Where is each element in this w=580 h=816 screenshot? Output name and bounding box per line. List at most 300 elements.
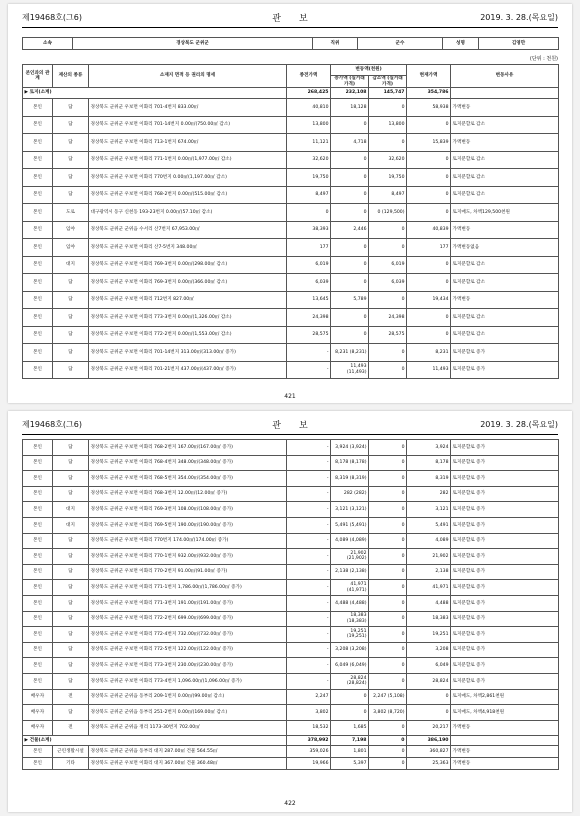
- rows-page2-buildings: [23, 746, 559, 770]
- cell-reason: 토지분할로 증가: [451, 595, 559, 611]
- table-row: [23, 580, 559, 596]
- cell-rel: 본인: [23, 169, 53, 187]
- cell-type: 답: [53, 99, 89, 117]
- cell-prev: -: [287, 611, 331, 627]
- subtotal-decrease: 145,747: [369, 88, 407, 99]
- cell-desc: 경상북도 군위군 우보면 이화리 대지 367.00㎡ 건물 360.48㎡: [89, 758, 287, 770]
- cell-prev: 38,393: [287, 221, 331, 239]
- subtotal-reason: [451, 736, 559, 746]
- cell-reason: 토지매도, 차액129,500천원: [451, 204, 559, 222]
- cell-desc: 경상북도 군위군 우보면 이화리 769-5번지 190.00㎡(190.00㎡ 증가): [89, 517, 287, 533]
- table-row: [23, 361, 559, 379]
- cell-inc: 0: [331, 274, 369, 292]
- position-value: 군수: [358, 38, 443, 50]
- cell-inc: 3,924 (3,924): [331, 440, 369, 456]
- cell-inc: 41,971 (41,971): [331, 580, 369, 596]
- cell-prev: 359,026: [287, 746, 331, 758]
- cell-curr: 0: [407, 309, 451, 327]
- asset-table-page2: [22, 439, 559, 770]
- cell-prev: 40,810: [287, 99, 331, 117]
- cell-dec: 0: [369, 564, 407, 580]
- cell-rel: 본인: [23, 204, 53, 222]
- cell-reason: 토지분할로 증가: [451, 533, 559, 549]
- cell-desc: 경상북도 군위군 우보면 이화리 772-2번지 699.00㎡(699.00㎡ 증가): [89, 611, 287, 627]
- cell-rel: 본인: [23, 361, 53, 379]
- cell-prev: 177: [287, 239, 331, 257]
- cell-rel: 배우자: [23, 705, 53, 721]
- cell-desc: 경상북도 군위군 우보면 이화리 770-2번지 91.00㎡(91.00㎡ 증가): [89, 564, 287, 580]
- cell-inc: 1,685: [331, 720, 369, 736]
- cell-rel: 본인: [23, 502, 53, 518]
- table-row: [23, 440, 559, 456]
- cell-curr: 5,491: [407, 517, 451, 533]
- table-row: [23, 99, 559, 117]
- col-change: 변동액(천원): [331, 65, 407, 76]
- cell-type: 답: [53, 326, 89, 344]
- cell-inc: 28,824 (28,824): [331, 673, 369, 689]
- subtotal-current: 386,190: [407, 736, 451, 746]
- cell-desc: 경상북도 군위군 우보면 이화리 769-3번지 0.00㎡(298.00㎡ 감소): [89, 256, 287, 274]
- table-row: [23, 611, 559, 627]
- table-row: [23, 204, 559, 222]
- cell-desc: 경상북도 군위군 우보면 이화리 712번지 827.00㎡: [89, 291, 287, 309]
- position-label: 직위: [313, 38, 358, 50]
- cell-reason: 토지분할로 감소: [451, 169, 559, 187]
- cell-reason: 토지분할로 증가: [451, 455, 559, 471]
- cell-dec: 19,750: [369, 169, 407, 187]
- table-row: [23, 239, 559, 257]
- cell-curr: 11,493: [407, 361, 451, 379]
- cell-prev: -: [287, 564, 331, 580]
- cell-reason: 토지분할로 감소: [451, 326, 559, 344]
- issue-number: 제19468호(그6): [22, 420, 82, 429]
- issue-number: 제19468호(그6): [22, 13, 82, 22]
- cell-prev: 8,497: [287, 186, 331, 204]
- subtotal-previous: 378,992: [287, 736, 331, 746]
- cell-reason: 토지분할로 감소: [451, 151, 559, 169]
- cell-curr: 19,434: [407, 291, 451, 309]
- cell-desc: 경상북도 군위군 우보면 이화리 701-21번지 437.00㎡(437.00㎡ 증가): [89, 361, 287, 379]
- cell-inc: 0: [331, 151, 369, 169]
- cell-rel: 본인: [23, 455, 53, 471]
- cell-curr: 8,178: [407, 455, 451, 471]
- subtotal-increase: 232,108: [331, 88, 369, 99]
- cell-dec: 24,398: [369, 309, 407, 327]
- cell-type: 전: [53, 720, 89, 736]
- cell-rel: 본인: [23, 134, 53, 152]
- cell-prev: -: [287, 440, 331, 456]
- cell-desc: 경상북도 군위군 우보면 이화리 771-1번지 1,786.00㎡(1,786.00㎡ 증가): [89, 580, 287, 596]
- cell-desc: 대구광역시 동구 신천동 193-23번지 0.00㎡(57.10㎡ 감소): [89, 204, 287, 222]
- cell-dec: 32,620: [369, 151, 407, 169]
- cell-desc: 경상북도 군위군 우보면 이화리 769-3번지 108.00㎡(108.00㎡ 증가): [89, 502, 287, 518]
- cell-desc: 경상북도 군위군 우보면 이화리 산7-5번지 348.00㎡: [89, 239, 287, 257]
- cell-reason: 토지분할로 감소: [451, 309, 559, 327]
- cell-curr: 0: [407, 689, 451, 705]
- cell-prev: -: [287, 502, 331, 518]
- cell-type: 답: [53, 274, 89, 292]
- cell-curr: 18,383: [407, 611, 451, 627]
- cell-prev: -: [287, 486, 331, 502]
- cell-curr: 19,251: [407, 627, 451, 643]
- cell-rel: 본인: [23, 221, 53, 239]
- table-row: [23, 455, 559, 471]
- cell-reason: 토지분할로 증가: [451, 611, 559, 627]
- cell-dec: 0: [369, 533, 407, 549]
- subtotal-decrease: 0: [369, 736, 407, 746]
- cell-inc: 1,801: [331, 746, 369, 758]
- cell-curr: 3,208: [407, 642, 451, 658]
- cell-type: 답: [53, 309, 89, 327]
- subtotal-current: 354,786: [407, 88, 451, 99]
- cell-desc: 경상북도 군위군 우보면 이화리 769-3번지 0.00㎡(366.00㎡ 감소): [89, 274, 287, 292]
- cell-dec: 0: [369, 440, 407, 456]
- table-row: [23, 471, 559, 487]
- cell-desc: 경상북도 군위군 군위읍 동부리 251-2번지 0.00㎡(169.00㎡ 감소): [89, 705, 287, 721]
- cell-dec: 0: [369, 627, 407, 643]
- subtotal-increase: 7,198: [331, 736, 369, 746]
- cell-dec: 0: [369, 361, 407, 379]
- cell-inc: 18,128: [331, 99, 369, 117]
- cell-reason: 토지분할로 증가: [451, 471, 559, 487]
- gazette-page-421: [8, 4, 572, 403]
- gazette-title: 관 보: [272, 14, 308, 24]
- cell-desc: 경상북도 군위군 우보면 이화리 770-1번지 932.00㎡(932.00㎡ 증가): [89, 549, 287, 565]
- cell-reason: 토지분할로 증가: [451, 658, 559, 674]
- cell-dec: 2,247 (5,108): [369, 689, 407, 705]
- cell-reason: 토지분할로 증가: [451, 580, 559, 596]
- col-increase: 증가액 (실거래가격): [331, 76, 369, 88]
- cell-desc: 경상북도 군위군 우보면 이화리 773-3번지 230.00㎡(230.00㎡ 증가): [89, 658, 287, 674]
- cell-reason: 가액변동없음: [451, 239, 559, 257]
- cell-curr: 0: [407, 204, 451, 222]
- table-row: [23, 758, 559, 770]
- cell-reason: 토지분할로 감소: [451, 186, 559, 204]
- cell-prev: 3,802: [287, 705, 331, 721]
- cell-inc: 0: [331, 239, 369, 257]
- cell-type: 임야: [53, 221, 89, 239]
- table-row: [23, 344, 559, 362]
- cell-desc: 경상북도 군위군 군위읍 동부리 대지 287.00㎡ 건물 564.55㎡: [89, 746, 287, 758]
- cell-inc: 5,397: [331, 758, 369, 770]
- cell-rel: 본인: [23, 564, 53, 580]
- table-row: [23, 309, 559, 327]
- cell-prev: 6,039: [287, 274, 331, 292]
- cell-dec: 28,575: [369, 326, 407, 344]
- table-row: [23, 673, 559, 689]
- table-row: [23, 256, 559, 274]
- cell-inc: 8,231 (8,231): [331, 344, 369, 362]
- col-decrease: 감소액 (실거래가격): [369, 76, 407, 88]
- cell-dec: 0: [369, 658, 407, 674]
- cell-type: 답: [53, 471, 89, 487]
- cell-rel: 본인: [23, 151, 53, 169]
- cell-dec: 0: [369, 673, 407, 689]
- cell-dec: 0: [369, 580, 407, 596]
- cell-desc: 경상북도 군위군 군위읍 동부리 209-1번지 0.00㎡(99.00㎡ 감소): [89, 689, 287, 705]
- cell-desc: 경상북도 군위군 우보면 이화리 713-1번지 674.00㎡: [89, 134, 287, 152]
- cell-dec: 13,800: [369, 116, 407, 134]
- cell-type: 답: [53, 455, 89, 471]
- building-subtotal-row: [23, 736, 559, 746]
- cell-reason: 토지분할로 증가: [451, 344, 559, 362]
- cell-desc: 경상북도 군위군 군위읍 수서리 산7번지 67,953.00㎡: [89, 221, 287, 239]
- cell-curr: 0: [407, 705, 451, 721]
- table-row: [23, 627, 559, 643]
- cell-prev: -: [287, 642, 331, 658]
- rows-page2: [23, 440, 559, 736]
- cell-inc: 3,208 (3,208): [331, 642, 369, 658]
- cell-inc: 282 (282): [331, 486, 369, 502]
- cell-curr: 0: [407, 169, 451, 187]
- cell-type: 대지: [53, 502, 89, 518]
- cell-desc: 경상북도 군위군 우보면 이화리 768-3번지 12.00㎡(12.00㎡ 증가): [89, 486, 287, 502]
- cell-dec: 8,497: [369, 186, 407, 204]
- cell-curr: 40,839: [407, 221, 451, 239]
- cell-reason: 토지분할로 증가: [451, 440, 559, 456]
- cell-reason: 토지매도, 차액2,861천원: [451, 689, 559, 705]
- table-row: [23, 169, 559, 187]
- cell-rel: 본인: [23, 549, 53, 565]
- table-row: [23, 116, 559, 134]
- cell-reason: 가액변동: [451, 134, 559, 152]
- cell-reason: 토지분할로 증가: [451, 627, 559, 643]
- cell-curr: 0: [407, 326, 451, 344]
- cell-inc: 0: [331, 326, 369, 344]
- name-value: 김영만: [479, 38, 559, 50]
- cell-curr: 4,089: [407, 533, 451, 549]
- cell-dec: 0: [369, 611, 407, 627]
- cell-reason: 토지분할로 증가: [451, 361, 559, 379]
- cell-prev: 2,247: [287, 689, 331, 705]
- cell-inc: 8,319 (8,319): [331, 471, 369, 487]
- cell-prev: -: [287, 361, 331, 379]
- cell-inc: 0: [331, 689, 369, 705]
- cell-dec: 0: [369, 517, 407, 533]
- cell-type: 답: [53, 595, 89, 611]
- asset-table-page1: [22, 64, 559, 379]
- cell-curr: 6,049: [407, 658, 451, 674]
- col-relation: 본인과의 관계: [23, 65, 53, 88]
- cell-type: 대지: [53, 256, 89, 274]
- cell-rel: 배우자: [23, 720, 53, 736]
- cell-curr: 25,363: [407, 758, 451, 770]
- cell-curr: 8,231: [407, 344, 451, 362]
- cell-rel: 본인: [23, 99, 53, 117]
- cell-desc: 경상북도 군위군 우보면 이화리 701-4번지 833.00㎡: [89, 99, 287, 117]
- cell-dec: 3,802 (8,720): [369, 705, 407, 721]
- table-row: [23, 720, 559, 736]
- cell-dec: 0: [369, 746, 407, 758]
- table-row: [23, 533, 559, 549]
- land-subtotal-row: [23, 88, 559, 99]
- subtotal-label: ▶ 토지(소계): [23, 88, 287, 99]
- cell-inc: 2,446: [331, 221, 369, 239]
- cell-prev: -: [287, 658, 331, 674]
- cell-rel: 본인: [23, 256, 53, 274]
- cell-inc: 4,488 (4,488): [331, 595, 369, 611]
- cell-curr: 0: [407, 256, 451, 274]
- cell-reason: 토지분할로 증가: [451, 564, 559, 580]
- header-rule: [22, 434, 558, 435]
- cell-prev: -: [287, 580, 331, 596]
- cell-reason: 토지분할로 감소: [451, 256, 559, 274]
- table-row: [23, 326, 559, 344]
- page-number: 421: [284, 393, 296, 400]
- cell-inc: 11,493 (11,493): [331, 361, 369, 379]
- cell-type: 답: [53, 116, 89, 134]
- cell-prev: 13,800: [287, 116, 331, 134]
- col-type: 재산의 종류: [53, 65, 89, 88]
- cell-desc: 경상북도 군위군 우보면 이화리 773-3번지 0.00㎡(1,326.00㎡ 감소): [89, 309, 287, 327]
- cell-desc: 경상북도 군위군 군위읍 정리 1173-30번지 702.00㎡: [89, 720, 287, 736]
- col-description: 소재지 면적 등 권리의 명세: [89, 65, 287, 88]
- cell-type: 기타: [53, 758, 89, 770]
- cell-curr: 0: [407, 186, 451, 204]
- cell-desc: 경상북도 군위군 우보면 이화리 772-5번지 122.00㎡(122.00㎡ 증가): [89, 642, 287, 658]
- cell-rel: 본인: [23, 239, 53, 257]
- cell-type: 답: [53, 486, 89, 502]
- cell-type: 답: [53, 291, 89, 309]
- cell-prev: 18,532: [287, 720, 331, 736]
- col-current: 현재가액: [407, 65, 451, 88]
- cell-desc: 경상북도 군위군 우보면 이화리 768-2번지 0.00㎡(515.00㎡ 감소): [89, 186, 287, 204]
- issue-date: 2019. 3. 28.(목요일): [480, 420, 558, 429]
- cell-curr: 21,902: [407, 549, 451, 565]
- cell-inc: 0: [331, 309, 369, 327]
- cell-curr: 0: [407, 151, 451, 169]
- cell-inc: 0: [331, 705, 369, 721]
- cell-curr: 282: [407, 486, 451, 502]
- table-row: [23, 186, 559, 204]
- cell-reason: 토지분할로 증가: [451, 486, 559, 502]
- cell-rel: 본인: [23, 274, 53, 292]
- cell-rel: 본인: [23, 658, 53, 674]
- cell-curr: 2,138: [407, 564, 451, 580]
- subtotal-previous: 268,425: [287, 88, 331, 99]
- cell-rel: 본인: [23, 642, 53, 658]
- cell-curr: 0: [407, 274, 451, 292]
- cell-desc: 경상북도 군위군 우보면 이화리 770번지 174.00㎡(174.00㎡ 증가): [89, 533, 287, 549]
- cell-reason: 가액변동: [451, 720, 559, 736]
- cell-rel: 본인: [23, 580, 53, 596]
- col-reason: 변동사유: [451, 65, 559, 88]
- cell-inc: 5,789: [331, 291, 369, 309]
- cell-rel: 본인: [23, 673, 53, 689]
- issue-date: 2019. 3. 28.(목요일): [480, 13, 558, 22]
- cell-rel: 본인: [23, 758, 53, 770]
- cell-type: 답: [53, 627, 89, 643]
- cell-rel: 본인: [23, 291, 53, 309]
- table-row: [23, 221, 559, 239]
- cell-rel: 본인: [23, 611, 53, 627]
- cell-prev: 0: [287, 204, 331, 222]
- table-row: [23, 151, 559, 169]
- cell-reason: 토지분할로 증가: [451, 502, 559, 518]
- cell-desc: 경상북도 군위군 우보면 이화리 772-4번지 732.00㎡(732.00㎡ 증가): [89, 627, 287, 643]
- cell-dec: 0: [369, 486, 407, 502]
- cell-rel: 본인: [23, 517, 53, 533]
- cell-dec: 0: [369, 549, 407, 565]
- cell-curr: 28,824: [407, 673, 451, 689]
- cell-desc: 경상북도 군위군 우보면 이화리 772-2번지 0.00㎡(1,553.00㎡ 감소): [89, 326, 287, 344]
- page-number: 422: [284, 800, 296, 807]
- cell-rel: 본인: [23, 746, 53, 758]
- cell-curr: 0: [407, 116, 451, 134]
- cell-desc: 경상북도 군위군 우보면 이화리 701-14번지 0.00㎡(750.00㎡ 감소): [89, 116, 287, 134]
- table-row: [23, 564, 559, 580]
- affiliation-label: 소속: [23, 38, 73, 50]
- cell-desc: 경상북도 군위군 우보면 이화리 773-4번지 1,096.00㎡(1,096.00㎡ 증가): [89, 673, 287, 689]
- cell-dec: 0: [369, 471, 407, 487]
- cell-curr: 360,827: [407, 746, 451, 758]
- cell-curr: 58,938: [407, 99, 451, 117]
- page-header: [22, 419, 558, 433]
- cell-rel: 본인: [23, 344, 53, 362]
- cell-prev: 19,750: [287, 169, 331, 187]
- cell-desc: 경상북도 군위군 우보면 이화리 771-1번지 0.00㎡(1,977.00㎡ 감소): [89, 151, 287, 169]
- table-row: [23, 689, 559, 705]
- table-row: [23, 134, 559, 152]
- cell-reason: 가액변동: [451, 758, 559, 770]
- cell-inc: 2,138 (2,138): [331, 564, 369, 580]
- cell-curr: 177: [407, 239, 451, 257]
- cell-reason: 토지분할로 증가: [451, 517, 559, 533]
- cell-type: 답: [53, 186, 89, 204]
- table-row: [23, 291, 559, 309]
- cell-prev: -: [287, 595, 331, 611]
- cell-reason: 가액변동: [451, 99, 559, 117]
- cell-dec: 0: [369, 221, 407, 239]
- cell-dec: 0: [369, 239, 407, 257]
- cell-desc: 경상북도 군위군 우보면 이화리 770번지 0.00㎡(1,197.00㎡ 감소): [89, 169, 287, 187]
- subtotal-reason: [451, 88, 559, 99]
- cell-desc: 경상북도 군위군 우보면 이화리 768-5번지 354.00㎡(354.00㎡ 증가): [89, 471, 287, 487]
- cell-prev: 11,121: [287, 134, 331, 152]
- table-row: [23, 274, 559, 292]
- cell-dec: 0: [369, 291, 407, 309]
- cell-type: 답: [53, 169, 89, 187]
- unit-label: (단위 : 천원): [529, 56, 558, 62]
- cell-type: 답: [53, 151, 89, 169]
- cell-desc: 경상북도 군위군 우보면 이화리 768-4번지 348.00㎡(348.00㎡ 증가): [89, 455, 287, 471]
- cell-rel: 배우자: [23, 689, 53, 705]
- cell-type: 답: [53, 642, 89, 658]
- cell-prev: -: [287, 533, 331, 549]
- cell-prev: 32,620: [287, 151, 331, 169]
- table-row: [23, 549, 559, 565]
- cell-dec: 0: [369, 344, 407, 362]
- cell-inc: 19,251 (19,251): [331, 627, 369, 643]
- cell-reason: 토지분할로 감소: [451, 116, 559, 134]
- cell-type: 근린생활시설: [53, 746, 89, 758]
- cell-prev: 19,966: [287, 758, 331, 770]
- cell-prev: 6,019: [287, 256, 331, 274]
- cell-inc: 0: [331, 116, 369, 134]
- cell-curr: 15,839: [407, 134, 451, 152]
- cell-inc: 4,089 (4,089): [331, 533, 369, 549]
- cell-prev: -: [287, 673, 331, 689]
- table-row: [23, 746, 559, 758]
- rows-page1: [23, 99, 559, 379]
- cell-type: 답: [53, 134, 89, 152]
- cell-rel: 본인: [23, 309, 53, 327]
- cell-inc: 8,178 (8,178): [331, 455, 369, 471]
- cell-curr: 3,924: [407, 440, 451, 456]
- cell-dec: 6,039: [369, 274, 407, 292]
- cell-prev: -: [287, 455, 331, 471]
- cell-rel: 본인: [23, 533, 53, 549]
